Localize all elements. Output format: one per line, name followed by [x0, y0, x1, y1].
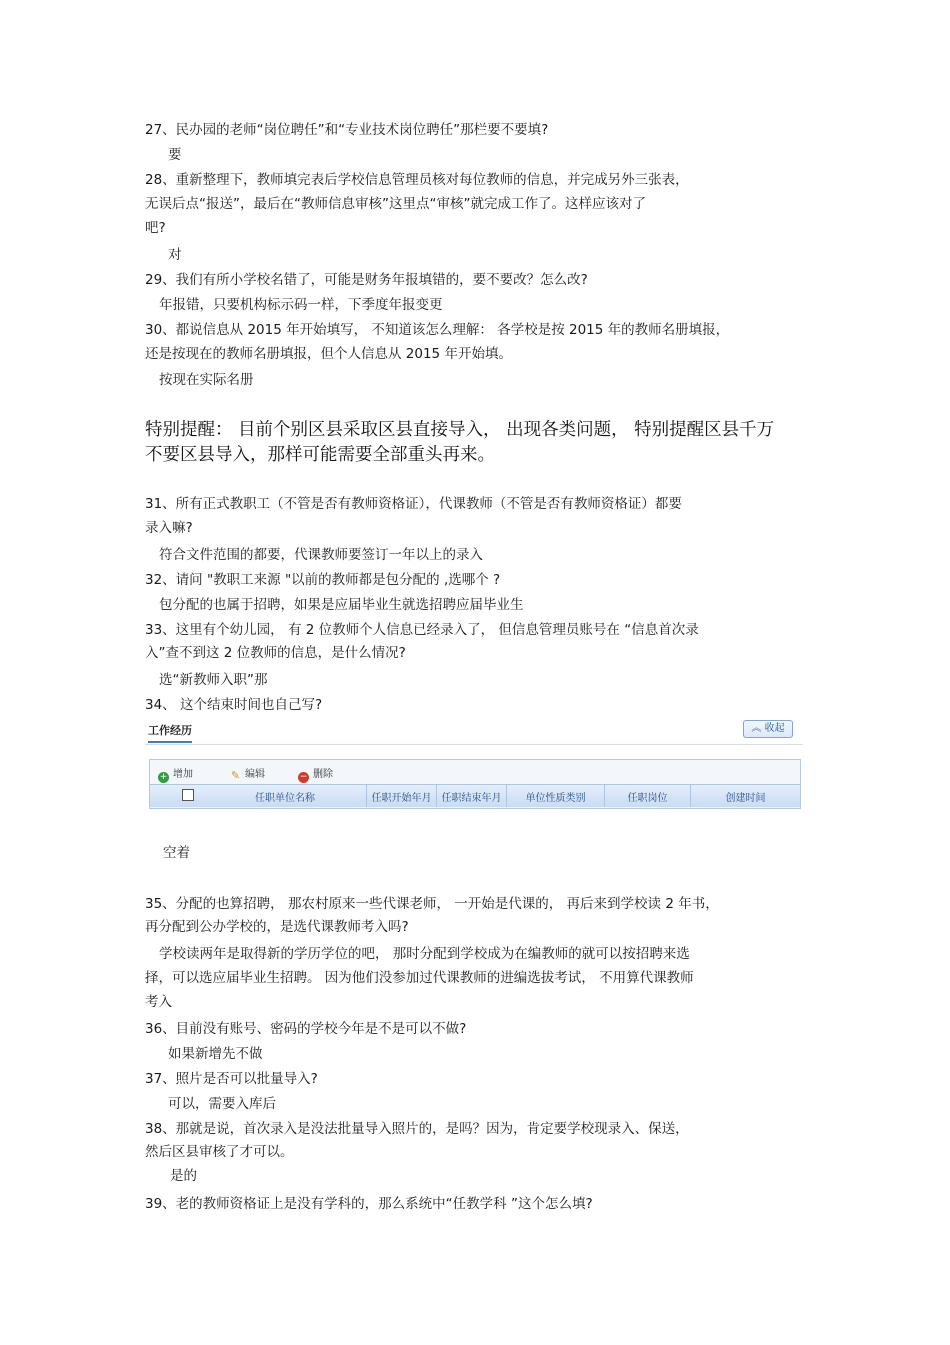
- question-38-line1: 38、那就是说，首次录入是没法批量导入照片的，是吗？因为，肯定要学校现录入、保送，: [145, 1121, 689, 1137]
- answer-35-line2: 择，可以选应届毕业生招聘。 因为他们没参加过代课教师的进编选拔考试， 不用算代课教师: [145, 970, 694, 986]
- edit-label: 编辑: [245, 769, 265, 780]
- answer-30: 按现在实际名册: [159, 372, 254, 388]
- question-28-line2: 无误后点“报送”，最后在“教师信息审核”这里点“审核”就完成工作了。这样应该对了: [145, 196, 646, 212]
- tab-work-history[interactable]: 工作经历: [148, 722, 192, 743]
- delete-button[interactable]: [298, 765, 333, 783]
- column-header-unit-name[interactable]: 任职单位名称: [255, 793, 315, 804]
- question-34: 34、 这个结束时间也自己写?: [145, 697, 323, 713]
- answer-29: 年报错，只要机构标示码一样，下季度年报变更: [159, 297, 443, 313]
- collapse-label: 收起: [764, 723, 785, 734]
- answer-33: 选“新教师入职”那: [159, 672, 268, 688]
- answer-37: 可以，需要入库后: [168, 1096, 276, 1112]
- question-35-line2: 再分配到公办学校的，是选代课教师考入吗?: [145, 919, 409, 935]
- work-history-grid: [149, 759, 801, 809]
- double-chevron-up-icon: ︽: [751, 723, 762, 734]
- column-header-created-time[interactable]: 创建时间: [725, 793, 766, 804]
- special-notice-line1: 特别提醒： 目前个别区县采取区县直接导入， 出现各类问题， 特别提醒区县千万: [145, 420, 775, 440]
- question-30-line2: 还是按现在的教师名册填报，但个人信息从 2015 年开始填。: [145, 346, 512, 362]
- answer-35-line3: 考入: [145, 994, 172, 1010]
- answer-32: 包分配的也属于招聘，如果是应届毕业生就选招聘应届毕业生: [159, 597, 524, 613]
- grid-toolbar: [150, 760, 800, 784]
- delete-label: 删除: [313, 769, 333, 780]
- column-header-unit-type[interactable]: 单位性质类别: [525, 793, 586, 804]
- grid-header: [150, 784, 800, 807]
- minus-icon: −: [299, 772, 308, 782]
- question-30-line1: 30、都说信息从 2015 年开始填写， 不知道该怎么理解： 各学校是按 2015 年的教师名册填报，: [145, 322, 730, 338]
- add-label: 增加: [173, 769, 193, 780]
- pencil-icon: ✎: [230, 769, 241, 782]
- answer-36: 如果新增先不做: [168, 1046, 263, 1062]
- answer-31: 符合文件范围的都要，代课教师要签订一年以上的录入: [159, 547, 483, 563]
- question-29: 29、我们有所小学校名错了，可能是财务年报填错的，要不要改？怎么改?: [145, 272, 588, 288]
- column-header-start-date[interactable]: 任职开始年月: [371, 793, 432, 804]
- answer-28: 对: [168, 247, 182, 263]
- question-33-line1: 33、这里有个幼儿园， 有 2 位教师个人信息已经录入了， 但信息管理员账号在 “信息首次录: [145, 622, 699, 638]
- answer-27: 要: [168, 147, 182, 163]
- work-history-screenshot: [145, 716, 803, 811]
- question-28-line1: 28、重新整理下，教师填完表后学校信息管理员核对每位教师的信息，并完成另外三张表，: [145, 172, 689, 188]
- question-31-line2: 录入嘛?: [145, 520, 193, 536]
- tab-bar: [145, 716, 803, 745]
- add-button[interactable]: [158, 765, 193, 783]
- question-33-line2: 入”查不到这 2 位教师的信息，是什么情况?: [145, 645, 406, 661]
- question-36: 36、目前没有账号、密码的学校今年是不是可以不做?: [145, 1021, 467, 1037]
- question-32: 32、请问 "教职工来源 "以前的教师都是包分配的 ,选哪个 ?: [145, 572, 501, 588]
- answer-35-line1: 学校读两年是取得新的学历学位的吧， 那时分配到学校成为在编教师的就可以按招聘来选: [159, 946, 690, 962]
- question-39: 39、老的教师资格证上是没有学科的，那么系统中“任教学科 ”这个怎么填?: [145, 1196, 593, 1212]
- question-27: 27、民办园的老师“岗位聘任”和“专业技术岗位聘任”那栏要不要填?: [145, 122, 549, 138]
- special-notice-line2: 不要区县导入，那样可能需要全部重头再来。: [145, 445, 495, 465]
- collapse-button[interactable]: [743, 720, 793, 738]
- edit-button[interactable]: [230, 765, 265, 781]
- select-all-checkbox[interactable]: [182, 789, 194, 801]
- question-38-line2: 然后区县审核了才可以。: [145, 1144, 294, 1160]
- column-header-end-date[interactable]: 任职结束年月: [441, 793, 502, 804]
- question-31-line1: 31、所有正式教职工（不管是否有教师资格证），代课教师（不管是否有教师资格证）都要: [145, 496, 682, 512]
- answer-38: 是的: [170, 1168, 197, 1184]
- column-header-position[interactable]: 任职岗位: [627, 793, 668, 804]
- question-35-line1: 35、分配的也算招聘， 那农村原来一些代课老师， 一开始是代课的， 再后来到学校读 2 年书，: [145, 896, 719, 912]
- question-37: 37、照片是否可以批量导入?: [145, 1071, 318, 1087]
- question-28-line3: 吧?: [145, 220, 166, 236]
- plus-icon: +: [159, 772, 168, 782]
- answer-34: 空着: [163, 845, 190, 861]
